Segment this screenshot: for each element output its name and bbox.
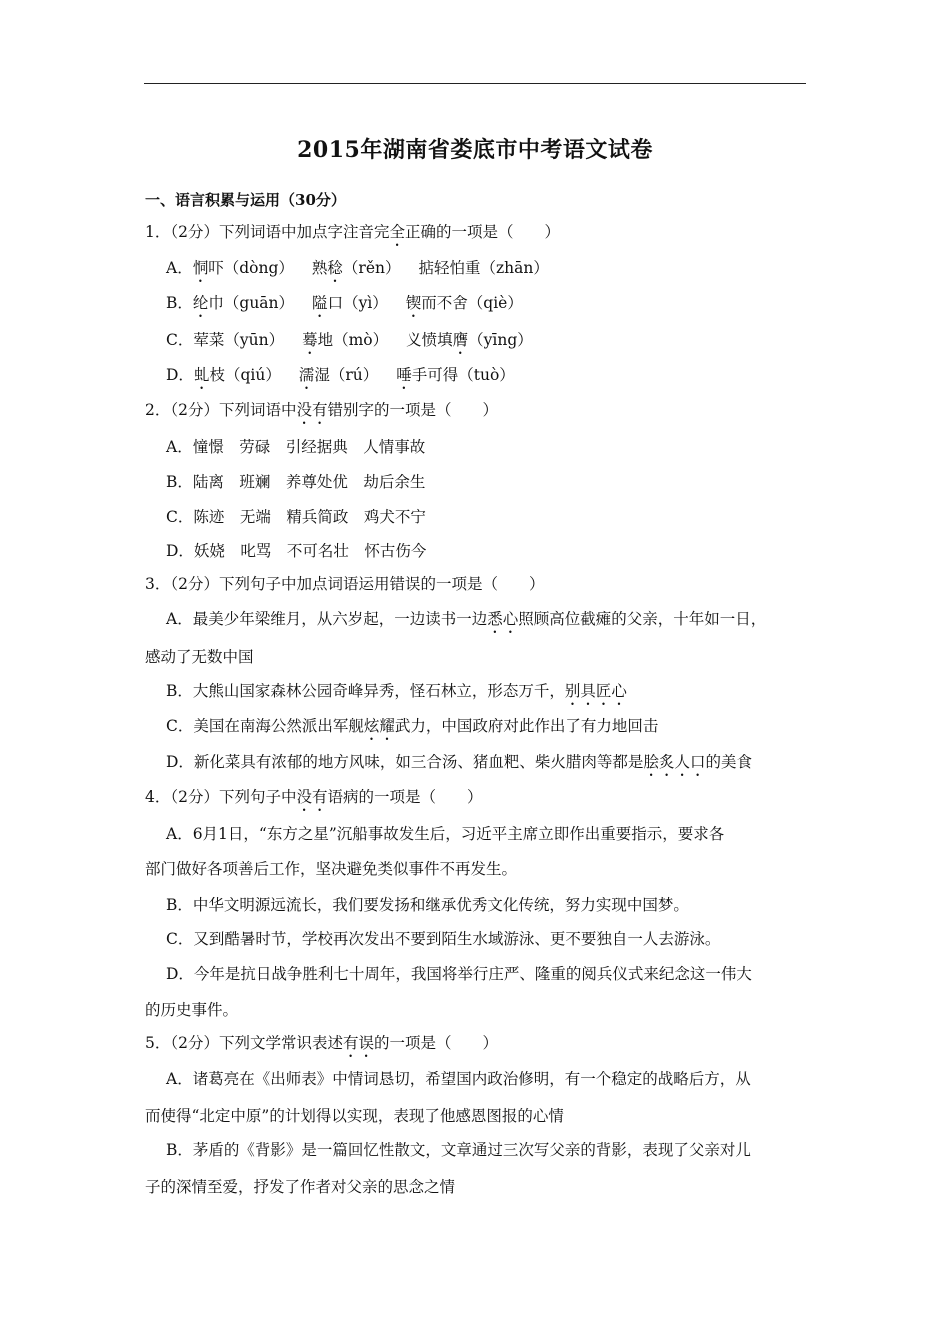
header-rule	[144, 83, 806, 84]
question-5-option-b: B．茅盾的《背影》是一篇回忆性散文，文章通过三次写父亲的背影，表现了父亲对儿	[166, 1141, 751, 1159]
question-2-stem: 2．（2分）下列词语中没有错别字的一项是（ ）	[145, 401, 499, 419]
question-2-option-d: D．妖娆 叱骂 不可名壮 怀古伤今	[166, 542, 427, 560]
question-1-stem: 1．（2分）下列词语中加点字注音完全正确的一项是（ ）	[145, 223, 561, 241]
question-1-option-b: B．纶巾（guān） 隘口（yì） 锲而不舍（qiè）	[166, 294, 523, 312]
question-4-option-d: D．今年是抗日战争胜利七十周年，我国将举行庄严、隆重的阅兵仪式来纪念这一伟大	[166, 965, 752, 983]
question-5-option-a-cont: 而使得“北定中原”的计划得以实现，表现了他感恩图报的心情	[145, 1107, 564, 1125]
question-2-option-a: A．憧憬 劳碌 引经据典 人情事故	[166, 438, 426, 456]
question-3-option-a-cont: 感动了无数中国	[145, 648, 254, 666]
question-4-option-c: C．又到酷暑时节，学校再次发出不要到陌生水域游泳、更不要独自一人去游泳。	[166, 930, 721, 948]
question-5-option-b-cont: 子的深情至爱，抒发了作者对父亲的思念之情	[145, 1178, 456, 1196]
question-3-option-a: A．最美少年梁维月，从六岁起，一边读书一边悉心照顾高位截瘫的父亲，十年如一日，	[166, 610, 767, 628]
question-4-option-b: B．中华文明源远流长，我们要发扬和继承优秀文化传统，努力实现中国梦。	[166, 896, 689, 914]
question-2-option-b: B．陆离 班斓 养尊处优 劫后余生	[166, 473, 426, 491]
question-2-option-c: C．陈迹 无端 精兵简政 鸡犬不宁	[166, 508, 426, 526]
question-3-stem: 3．（2分）下列句子中加点词语运用错误的一项是（ ）	[145, 575, 545, 593]
question-3-option-b: B．大熊山国家森林公园奇峰异秀，怪石林立，形态万千，别具匠心	[166, 682, 627, 700]
section-heading: 一、语言积累与运用（30分）	[145, 191, 346, 209]
question-4-stem: 4．（2分）下列句子中没有语病的一项是（ ）	[145, 788, 483, 806]
question-4-option-a-cont: 部门做好各项善后工作，坚决避免类似事件不再发生。	[145, 860, 518, 878]
question-5-option-a: A．诸葛亮在《出师表》中情词恳切，希望国内政治修明，有一个稳定的战略后方，从	[166, 1070, 751, 1088]
question-4-option-d-cont: 的历史事件。	[145, 1001, 239, 1019]
question-3-option-d: D．新化菜具有浓郁的地方风味，如三合汤、猪血粑、柴火腊肉等都是脍炙人口的美食	[166, 753, 752, 771]
question-5-stem: 5．（2分）下列文学常识表述有误的一项是（ ）	[145, 1034, 499, 1052]
question-1-option-c: C．荤菜（yūn） 蓦地（mò） 义愤填膺（yīng）	[166, 331, 533, 349]
exam-title: 2015年湖南省娄底市中考语文试卷	[297, 137, 653, 163]
question-1-option-d: D．虬枝（qiú） 濡湿（rú） 唾手可得（tuò）	[166, 366, 515, 384]
question-1-option-a: A．恫吓（dòng） 熟稔（rěn） 掂轻怕重（zhān）	[166, 259, 549, 277]
question-4-option-a: A．6月1日，“东方之星”沉船事故发生后，习近平主席立即作出重要指示，要求各	[166, 825, 725, 843]
question-3-option-c: C．美国在南海公然派出军舰炫耀武力，中国政府对此作出了有力地回击	[166, 717, 659, 735]
